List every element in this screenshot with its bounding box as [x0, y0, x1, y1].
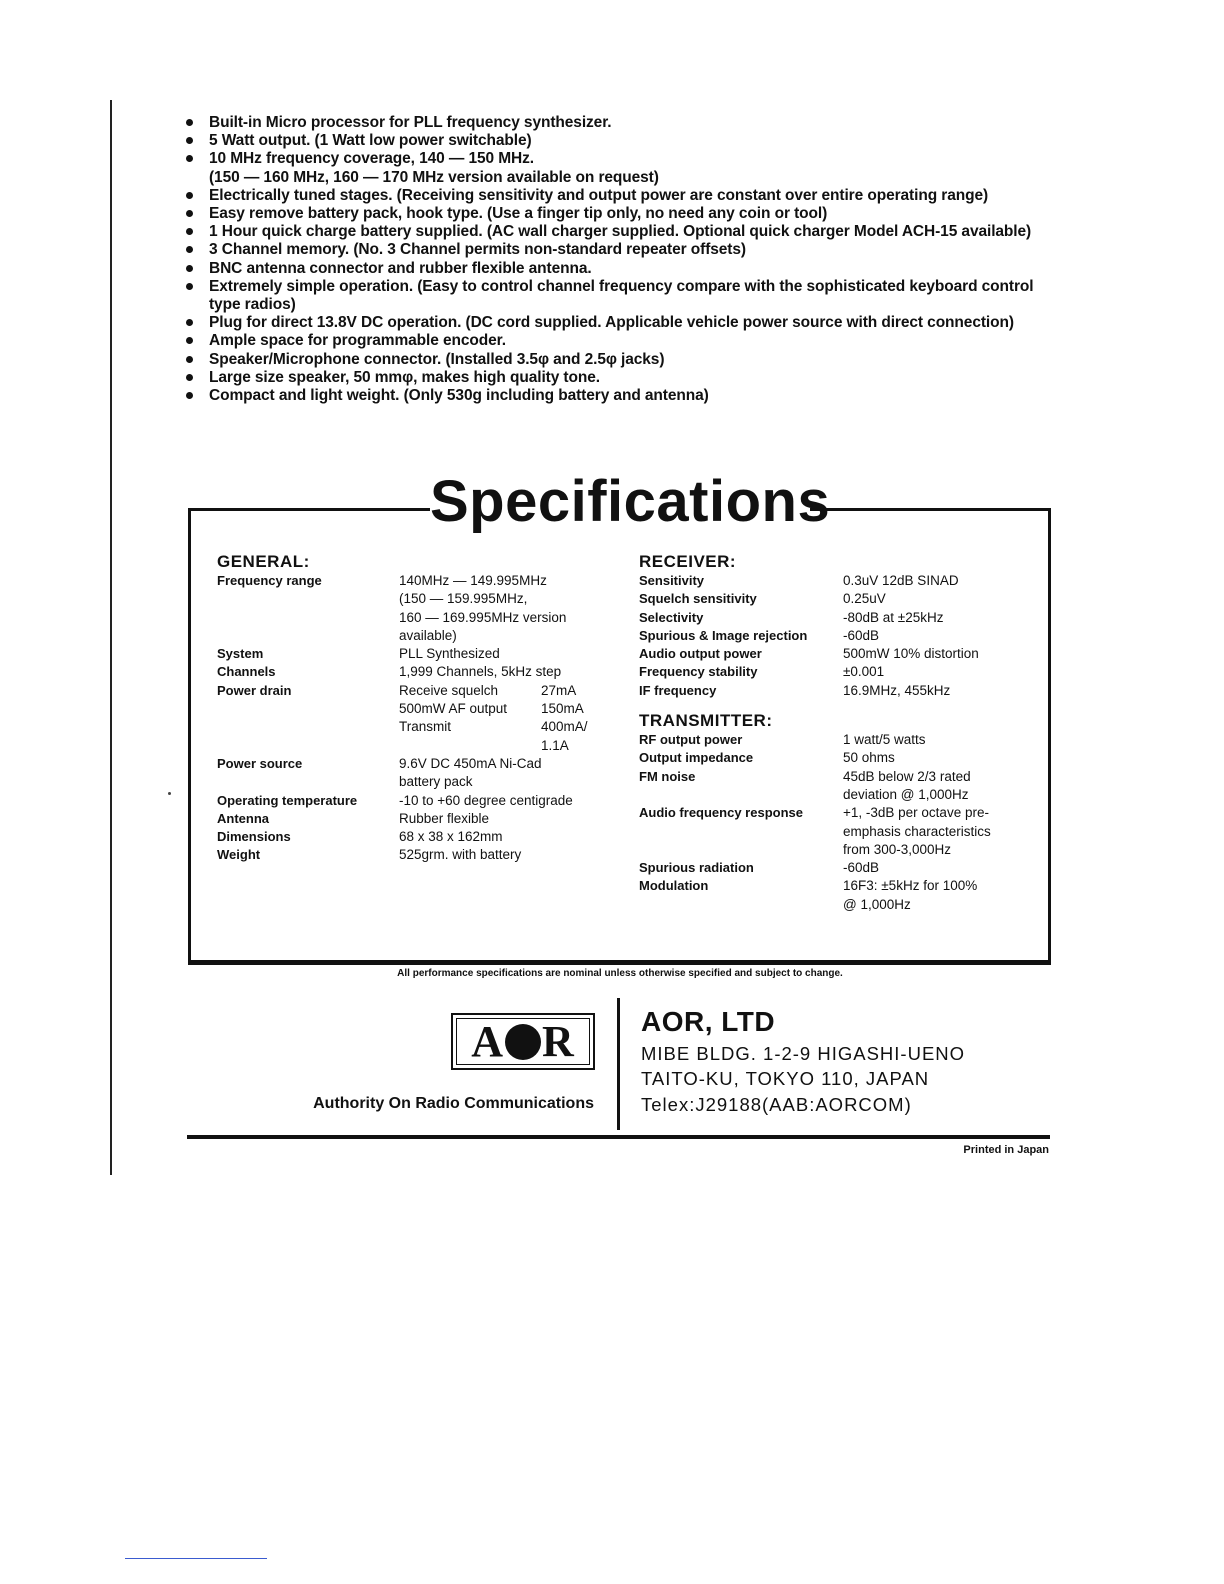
feature-list: [185, 114, 1055, 405]
spec-row-audio-output: Audio output power 500mW 10% distortion: [639, 646, 979, 662]
bullet-icon: [186, 119, 193, 126]
feature-item: Electrically tuned stages. (Receiving sensitivity and output power are constant over entire operating range): [185, 187, 1055, 205]
bullet-icon: [186, 337, 193, 344]
spec-row-fm-noise: FM noise 45dB below 2/3 rated deviation @ 1,000Hz: [639, 768, 971, 802]
feature-item: 3 Channel memory. (No. 3 Channel permits non-standard repeater offsets): [185, 241, 1055, 259]
vertical-divider: [617, 998, 620, 1130]
company-tagline: Authority On Radio Communications: [313, 1095, 594, 1112]
scan-speck: [168, 792, 171, 795]
power-drain-transmit: Transmit 400mA/ 1.1A: [399, 719, 588, 753]
company-address-line-1: MIBE BLDG. 1-2-9 HIGASHI-UENO: [641, 1043, 966, 1064]
bottom-rule: [187, 1135, 1050, 1139]
spec-row-power-drain: Power drain Receive squelch 27mA 500mW AF output 150mA Transmit 400mA/ 1.1A: [217, 682, 617, 755]
bullet-icon: [186, 228, 193, 235]
logo-dot-icon: [505, 1024, 541, 1060]
aor-logo: A R: [451, 1013, 595, 1070]
power-drain-receive: Receive squelch 27mA: [399, 682, 577, 698]
specifications-box: [188, 508, 1051, 965]
feature-item: Speaker/Microphone connector. (Installed 3.5φ and 2.5φ jacks): [185, 351, 1055, 369]
specifications-title: Specifications: [430, 469, 831, 534]
spec-row-frequency-stability: Frequency stability ±0.001: [639, 664, 885, 680]
spec-row-squelch-sensitivity: Squelch sensitivity 0.25uV: [639, 591, 886, 607]
scan-margin-line: [110, 100, 112, 1175]
feature-item: Built-in Micro processor for PLL frequency synthesizer.: [185, 114, 1055, 132]
spec-row-selectivity: Selectivity -80dB at ±25kHz: [639, 609, 944, 625]
scan-footer-line: [125, 1558, 267, 1559]
bullet-icon: [186, 192, 193, 199]
bullet-icon: [186, 246, 193, 253]
bullet-icon: [186, 155, 193, 162]
spec-row-frequency-range: Frequency range 140MHz — 149.995MHz (150 — 159.995MHz, 160 — 169.995MHz version available): [217, 573, 567, 643]
spec-row-if-frequency: IF frequency 16.9MHz, 455kHz: [639, 682, 951, 698]
feature-item: Ample space for programmable encoder.: [185, 332, 1055, 350]
bullet-icon: [186, 356, 193, 363]
feature-item: Plug for direct 13.8V DC operation. (DC cord supplied. Applicable vehicle power source with direct connection): [185, 314, 1055, 332]
feature-item: 5 Watt output. (1 Watt low power switchable): [185, 132, 1055, 150]
transmitter-heading: TRANSMITTER:: [639, 711, 773, 731]
spec-row-weight: Weight 525grm. with battery: [217, 847, 522, 863]
spec-row-operating-temperature: Operating temperature -10 to +60 degree centigrade: [217, 792, 573, 808]
feature-item: 1 Hour quick charge battery supplied. (AC wall charger supplied. Optional quick charger Model ACH-15 available): [185, 223, 1055, 241]
spec-row-channels: Channels 1,999 Channels, 5kHz step: [217, 664, 562, 680]
bullet-icon: [186, 319, 193, 326]
spec-row-spurious-image: Spurious & Image rejection -60dB: [639, 627, 880, 643]
company-address-line-2: TAITO-KU, TOKYO 110, JAPAN: [641, 1068, 930, 1089]
spec-row-modulation: Modulation 16F3: ±5kHz for 100% @ 1,000Hz: [639, 878, 978, 912]
specifications-disclaimer: All performance specifications are nominal unless otherwise specified and subject to change.: [397, 968, 843, 979]
feature-item: Compact and light weight. (Only 530g including battery and antenna): [185, 387, 1055, 405]
company-name: AOR, LTD: [641, 1006, 776, 1037]
feature-item: BNC antenna connector and rubber flexible antenna.: [185, 260, 1055, 278]
bullet-icon: [186, 210, 193, 217]
spec-row-spurious-radiation: Spurious radiation -60dB: [639, 860, 880, 876]
spec-row-rf-output: RF output power 1 watt/5 watts: [639, 732, 926, 748]
general-column: [217, 552, 617, 865]
spec-row-antenna: Antenna Rubber flexible: [217, 810, 490, 826]
general-heading: GENERAL:: [217, 552, 310, 571]
spec-row-dimensions: Dimensions 68 x 38 x 162mm: [217, 829, 503, 845]
spec-row-sensitivity: Sensitivity 0.3uV 12dB SINAD: [639, 573, 959, 588]
bullet-icon: [186, 374, 193, 381]
bullet-icon: [186, 392, 193, 399]
spec-row-system: System PLL Synthesized: [217, 646, 500, 662]
bullet-icon: [186, 137, 193, 144]
feature-item: 10 MHz frequency coverage, 140 — 150 MHz. (150 — 160 MHz, 160 — 170 MHz version available on request): [185, 150, 1055, 186]
bullet-icon: [186, 265, 193, 272]
spec-row-output-impedance: Output impedance 50 ohms: [639, 750, 895, 766]
feature-item: Large size speaker, 50 mmφ, makes high quality tone.: [185, 369, 1055, 387]
company-telex: Telex:J29188(AAB:AORCOM): [641, 1094, 912, 1115]
power-drain-af-output: 500mW AF output 150mA: [399, 701, 584, 717]
receiver-transmitter-column: [639, 552, 1039, 914]
feature-item: Easy remove battery pack, hook type. (Use a finger tip only, no need any coin or tool): [185, 205, 1055, 223]
spec-row-power-source: Power source 9.6V DC 450mA Ni-Cad battery pack: [217, 755, 542, 790]
bullet-icon: [186, 283, 193, 290]
feature-item: Extremely simple operation. (Easy to control channel frequency compare with the sophisticated keyboard control type radios): [185, 278, 1055, 314]
printed-in-japan: Printed in Japan: [963, 1144, 1049, 1156]
receiver-heading: RECEIVER:: [639, 552, 737, 571]
spec-row-audio-response: Audio frequency response +1, -3dB per octave pre- emphasis characteristics from 300-3,000Hz: [639, 805, 991, 857]
